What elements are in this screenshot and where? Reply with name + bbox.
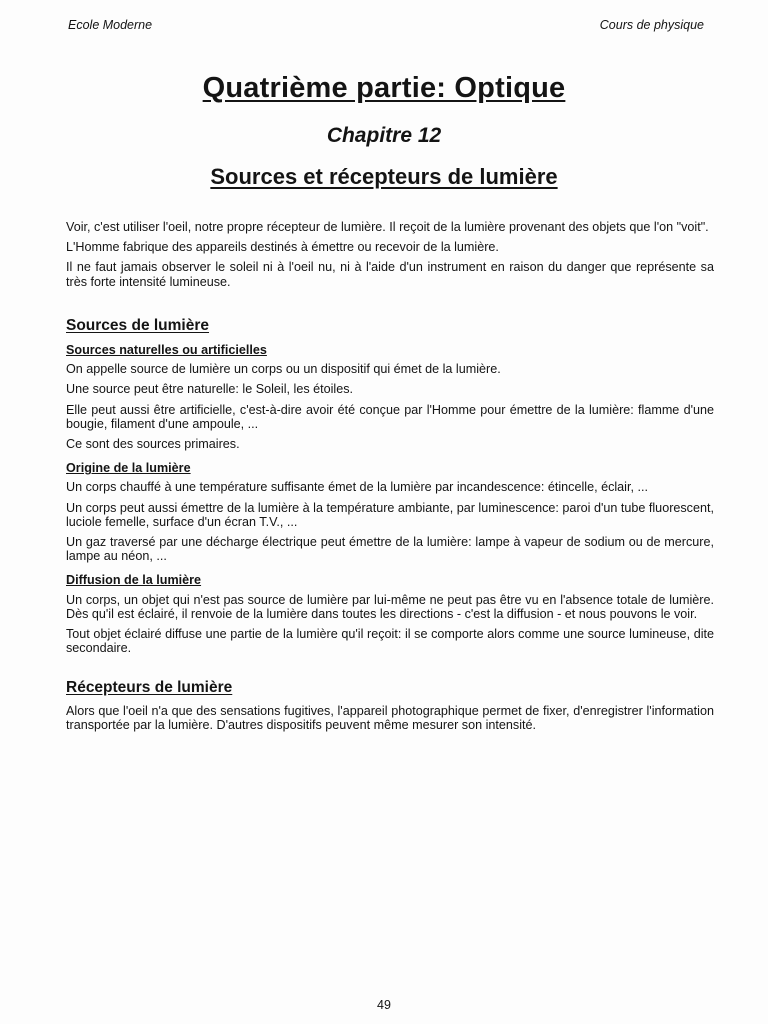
intro-paragraph: Voir, c'est utiliser l'oeil, notre propre récepteur de lumière. Il reçoit de la lumière provenant des objets que l'on "voit". <box>66 220 709 234</box>
paragraph: Tout objet éclairé diffuse une partie de la lumière qu'il reçoit: il se comporte alors comme une source lumineuse, dite secondaire. <box>66 627 714 656</box>
paragraph: Un corps peut aussi émettre de la lumière à la température ambiante, par luminescence: paroi d'un tube fluorescent, luciole femelle, surface d'un écran T.V., ... <box>66 500 714 529</box>
paragraph: Un corps chauffé à une température suffisante émet de la lumière par incandescence: étincelle, éclair, ... <box>66 480 648 495</box>
intro-paragraph: Il ne faut jamais observer le soleil ni à l'oeil nu, ni à l'aide d'un instrument en raison du danger que représente sa très forte intensité lumineuse. <box>66 260 714 289</box>
header-course-name: Cours de physique <box>599 18 704 32</box>
paragraph: Une source peut être naturelle: le Soleil, les étoiles. <box>66 382 354 397</box>
paragraph: Un corps, un objet qui n'est pas source de lumière par lui-même ne peut pas être vu en l'absence totale de lumière. Dès qu'il est éclairé, il renvoie de la lumière dans toutes les directions - c'est la diffusion - et nous pouvons le voir. <box>66 592 714 621</box>
page-number: 49 <box>377 998 391 1012</box>
subsection-heading-diffusion: Diffusion de la lumière <box>66 573 202 588</box>
header-school-name: Ecole Moderne <box>68 18 153 32</box>
paragraph: Elle peut aussi être artificielle, c'est-à-dire avoir été conçue par l'Homme pour émettre de la lumière: flamme d'une bougie, filament d'une ampoule, ... <box>66 402 714 431</box>
subsection-heading-origin: Origine de la lumière <box>66 461 191 476</box>
section-heading-sources: Sources de lumière <box>66 316 210 334</box>
paragraph: Alors que l'oeil n'a que des sensations fugitives, l'appareil photographique permet de fixer, d'enregistrer l'information transportée par la lumière. D'autres dispositifs peuvent même mesurer son intensité. <box>66 703 714 732</box>
paragraph: Un gaz traversé par une décharge électrique peut émettre de la lumière: lampe à vapeur de sodium ou de mercure, lampe au néon, ... <box>66 535 714 564</box>
paragraph: On appelle source de lumière un corps ou un dispositif qui émet de la lumière. <box>66 362 501 377</box>
paragraph: Ce sont des sources primaires. <box>66 437 240 452</box>
page-title: Quatrième partie: Optique <box>202 72 566 104</box>
subsection-heading-natural-artificial: Sources naturelles ou artificielles <box>66 343 267 358</box>
body-content <box>66 220 714 738</box>
section-heading-receivers: Récepteurs de lumière <box>66 679 233 697</box>
intro-paragraph: L'Homme fabrique des appareils destinés à émettre ou recevoir de la lumière. <box>66 240 499 255</box>
chapter-label: Chapitre 12 <box>326 124 442 147</box>
chapter-title: Sources et récepteurs de lumière <box>210 164 558 189</box>
